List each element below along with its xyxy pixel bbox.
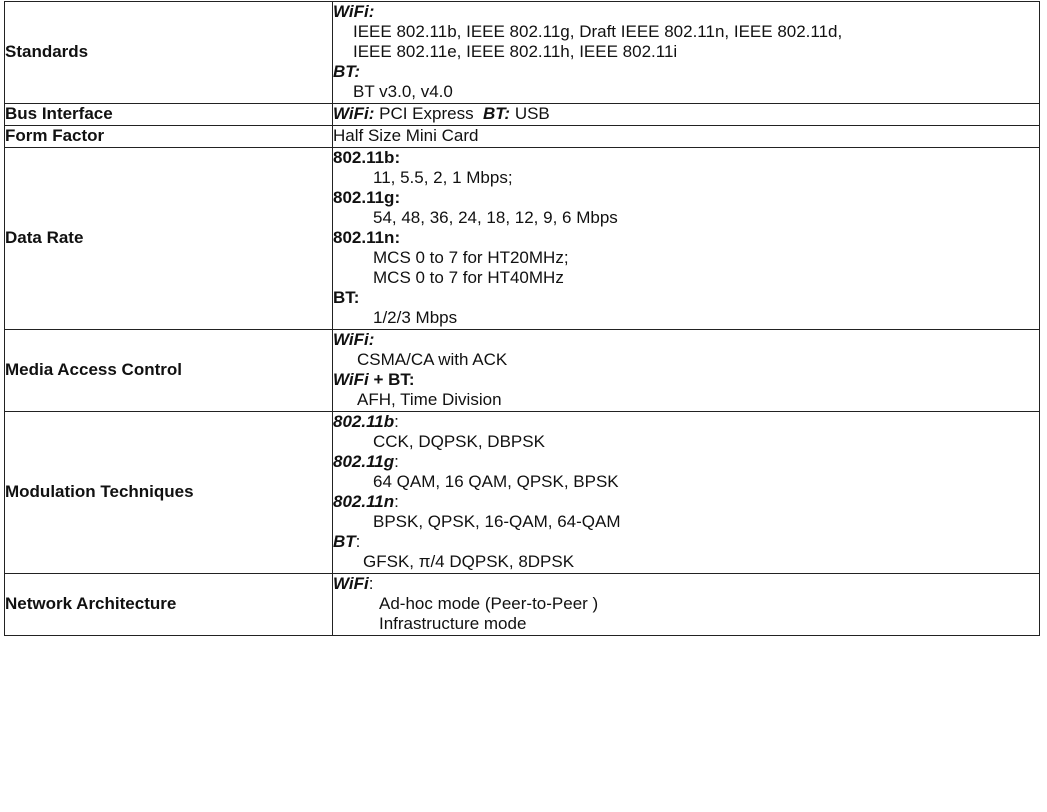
value-line: IEEE 802.11b, IEEE 802.11g, Draft IEEE 802.11n, IEEE 802.11d, [353,22,843,41]
row-label-data-rate: Data Rate [5,148,333,330]
802-11b-heading [333,412,1039,432]
heading-text: BT [333,532,356,551]
table-row [5,126,1040,148]
row-value-standards [333,2,1040,104]
802-11n-heading [333,492,1039,512]
value-line: 54, 48, 36, 24, 18, 12, 9, 6 Mbps [373,208,618,227]
value-line: 1/2/3 Mbps [373,308,458,327]
table-row [5,574,1040,636]
table-row [5,104,1040,126]
row-label-network-architecture: Network Architecture [5,574,333,636]
bt-heading: BT: [333,62,361,81]
row-value-data-rate [333,148,1040,330]
bt-bus-value: USB [510,104,550,123]
row-label-modulation-techniques: Modulation Techniques [5,412,333,574]
row-value-network-architecture [333,574,1040,636]
heading-text: 802.11b [333,412,395,431]
table-row [5,330,1040,412]
value-line: MCS 0 to 7 for HT20MHz; [373,248,569,267]
wifi-bus-value: PCI Express [374,104,484,123]
spec-table [4,1,1040,636]
value-line: GFSK, π/4 DQPSK, 8DPSK [363,552,575,571]
row-label-media-access-control: Media Access Control [5,330,333,412]
bt-heading: BT: [333,288,360,307]
wifi-heading [333,574,1039,594]
value-line: BT v3.0, v4.0 [353,82,453,101]
heading-colon: : [355,532,361,551]
value-line: 11, 5.5, 2, 1 Mbps; [373,168,513,187]
table-row [5,412,1040,574]
row-label-form-factor: Form Factor [5,126,333,148]
wifi-heading: WiFi: [333,330,375,349]
value-line: Half Size Mini Card [333,126,479,145]
value-line: CCK, DQPSK, DBPSK [373,432,545,451]
wifi-heading: WiFi: [333,2,375,21]
value-line: IEEE 802.11e, IEEE 802.11h, IEEE 802.11i [353,42,678,61]
bt-heading: BT: [483,104,511,123]
heading-text: 802.11n [333,492,395,511]
heading-colon: : [394,452,399,471]
wifi-heading: WiFi [333,370,369,389]
value-line: Ad-hoc mode (Peer-to-Peer ) [379,594,599,613]
bt-heading: + BT: [368,370,415,389]
row-label-bus-interface: Bus Interface [5,104,333,126]
802-11g-heading: 802.11g: [333,188,401,207]
heading-colon: : [394,412,399,431]
row-value-media-access-control [333,330,1040,412]
value-line: AFH, Time Division [357,390,502,409]
heading-text: 802.11g [333,452,395,471]
802-11b-heading: 802.11b: [333,148,401,167]
value-line: MCS 0 to 7 for HT40MHz [373,268,564,287]
row-value-modulation-techniques [333,412,1040,574]
table-row [5,148,1040,330]
table-row [5,2,1040,104]
heading-text: WiFi [333,574,369,593]
value-line: 64 QAM, 16 QAM, QPSK, BPSK [373,472,619,491]
value-line: BPSK, QPSK, 16-QAM, 64-QAM [373,512,621,531]
wifi-heading: WiFi: [333,104,375,123]
value-line: CSMA/CA with ACK [357,350,508,369]
802-11g-heading [333,452,1039,472]
heading-colon: : [394,492,399,511]
wifi-bt-heading [333,370,1039,390]
value-line: Infrastructure mode [379,614,527,633]
heading-colon: : [368,574,374,593]
row-value-bus-interface [333,104,1040,126]
value-line [333,104,1039,124]
bt-heading [333,532,1039,552]
row-value-form-factor [333,126,1040,148]
row-label-standards: Standards [5,2,333,104]
802-11n-heading: 802.11n: [333,228,401,247]
